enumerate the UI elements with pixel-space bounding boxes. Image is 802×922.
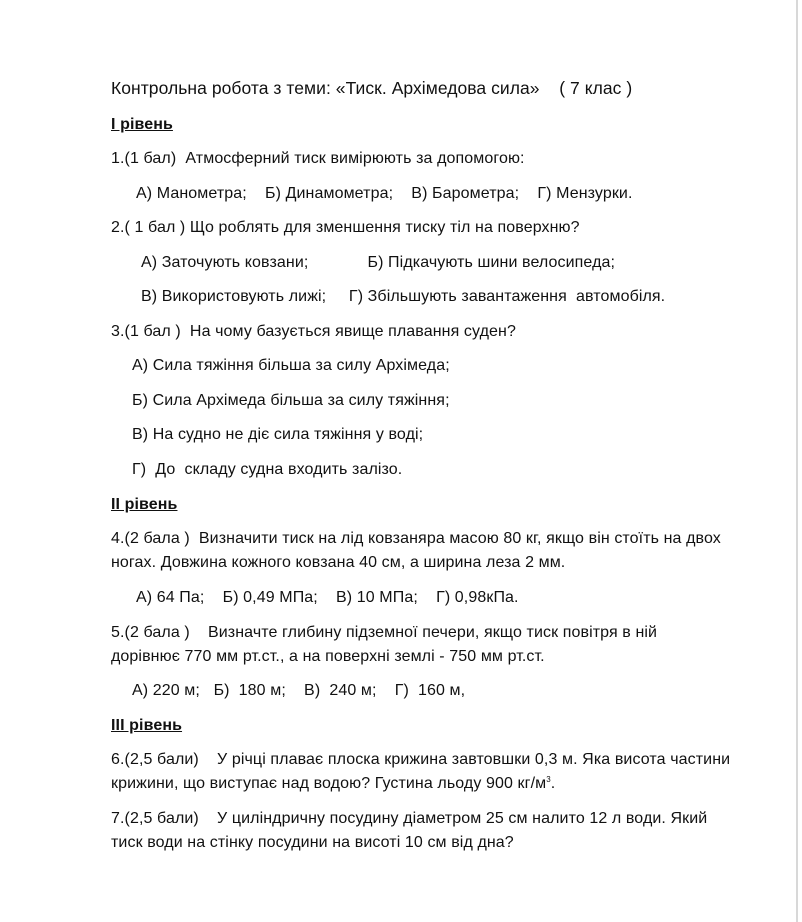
question-1-options: А) Манометра; Б) Динамометра; В) Барометра; Г) Мензурки. [136, 185, 633, 202]
page-title: Контрольна робота з теми: «Тиск. Архімедова сила» ( 7 клас ) [111, 78, 633, 98]
question-7-line-1: 7.(2,5 бали) У циліндричну посудину діаметром 25 см налито 12 л води. Який [111, 810, 708, 827]
question-2-options-ab: А) Заточують ковзани; Б) Підкачують шини велосипеда; [141, 254, 616, 271]
question-5-line-2: дорівнює 770 мм рт.ст., а на поверхні землі - 750 мм рт.ст. [111, 648, 545, 665]
question-2-options-cd: В) Використовують лижі; Г) Збільшують завантаження автомобіля. [141, 288, 666, 305]
level-3-heading: ІІІ рівень [111, 717, 183, 734]
level-1-heading: І рівень [111, 116, 173, 133]
question-6-line-2 [111, 772, 555, 796]
question-1-text: 1.(1 бал) Атмосферний тиск вимірюють за допомогою: [111, 150, 525, 167]
question-6-line-2-text: крижини, що виступає над водою? Густина льоду 900 кг/м [111, 775, 547, 792]
question-4-options: А) 64 Па; Б) 0,49 МПа; В) 10 МПа; Г) 0,98кПа. [136, 589, 519, 606]
question-3-option-b: Б) Сила Архімеда більша за силу тяжіння; [132, 392, 450, 409]
question-3-text: 3.(1 бал ) На чому базується явище плавання суден? [111, 323, 516, 340]
question-4-line-2: ногах. Довжина кожного ковзана 40 см, а ширина леза 2 мм. [111, 554, 566, 571]
question-3-option-a: А) Сила тяжіння більша за силу Архімеда; [132, 357, 450, 374]
question-4-line-1: 4.(2 бала ) Визначити тиск на лід ковзаняра масою 80 кг, якщо він стоїть на двох [111, 530, 721, 547]
level-2-heading: ІІ рівень [111, 496, 178, 513]
question-3-option-d: Г) До складу судна входить залізо. [132, 461, 403, 478]
question-3-option-c: В) На судно не діє сила тяжіння у воді; [132, 426, 424, 443]
question-5-options: А) 220 м; Б) 180 м; В) 240 м; Г) 160 м, [132, 682, 466, 699]
question-5-line-1: 5.(2 бала ) Визначте глибину підземної печери, якщо тиск повітря в ній [111, 624, 658, 641]
cubic-superscript: 3 [546, 775, 551, 784]
question-7-line-2: тиск води на стінку посудини на висоті 10 см від дна? [111, 834, 514, 851]
question-6-line-1: 6.(2,5 бали) У річці плаває плоска крижина завтовшки 0,3 м. Яка висота частини [111, 751, 731, 768]
question-2-text: 2.( 1 бал ) Що роблять для зменшення тиску тіл на поверхню? [111, 219, 580, 236]
question-6-line-2-end: . [550, 775, 556, 792]
